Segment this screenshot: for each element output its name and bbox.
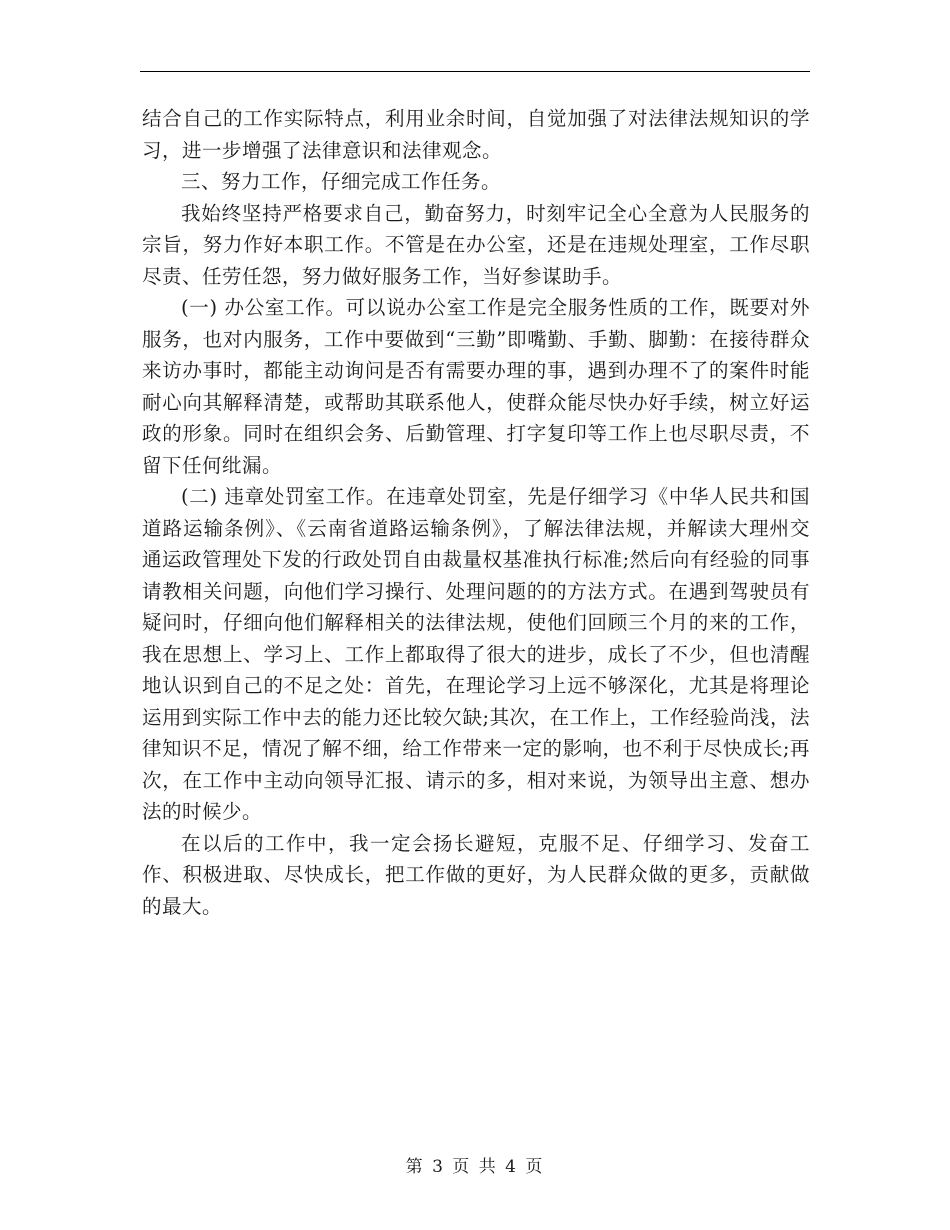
section-heading: 三、努力工作，仔细完成工作任务。: [181, 170, 502, 193]
paragraph: (二) 违章处罚室工作。在违章处罚室，先是仔细学习《中华人民共和国道路运输条例》、《云南省道路运输条例》，了解法律法规，并解读大理州交通运政管理处下发的行政处罚自由裁量权基准执行标准;然后向有经验的同事请教相关问题，向他们学习操行、处理问题的的方法方式。在遇到驾驶员有疑问时，仔细向他们解释相关的法律法规，使他们回顾三个月的来的工作，我在思想上、学习上、工作上都取得了很大的进步，成长了不少，但也清醒地认识到自己的不足之处：首先，在理论学习上远不够深化，尤其是将理论运用到实际工作中去的能力还比较欠缺;其次，在工作上，工作经验尚浅，法律知识不足，情况了解不细，给工作带来一定的影响，也不利于尽快成长;再次，在工作中主动向领导汇报、请示的多，相对来说，为领导出主意、想办法的时候少。: [142, 485, 810, 823]
paragraph: (一) 办公室工作。可以说办公室工作是完全服务性质的工作，既要对外服务，也对内服务，工作中要做到“三勤”即嘴勤、手勤、脚勤：在接待群众来访办事时，都能主动询问是否有需要办理的事，遇到办理不了的案件时能耐心向其解释清楚，或帮助其联系他人，使群众能尽快办好手续，树立好运政的形象。同时在组织会务、后勤管理、打字复印等工作上也尽职尽责，不留下任何纰漏。: [142, 296, 810, 477]
paragraph: 我始终坚持严格要求自己，勤奋努力，时刻牢记全心全意为人民服务的宗旨，努力作好本职工作。不管是在办公室，还是在违规处理室，工作尽职尽责、任劳任怨，努力做好服务工作，当好参谋助手。: [142, 201, 810, 288]
page-number-footer: 第 3 页 共 4 页: [405, 1157, 545, 1177]
document-body: [142, 103, 810, 922]
header-rule: [140, 71, 810, 72]
paragraph-continuation: 结合自己的工作实际特点，利用业余时间，自觉加强了对法律法规知识的学习，进一步增强了法律意识和法律观念。: [142, 107, 810, 162]
paragraph: 在以后的工作中，我一定会扬长避短，克服不足、仔细学习、发奋工作、积极进取、尽快成长，把工作做的更好，为人民群众做的更多，贡献做的最大。: [142, 831, 810, 918]
